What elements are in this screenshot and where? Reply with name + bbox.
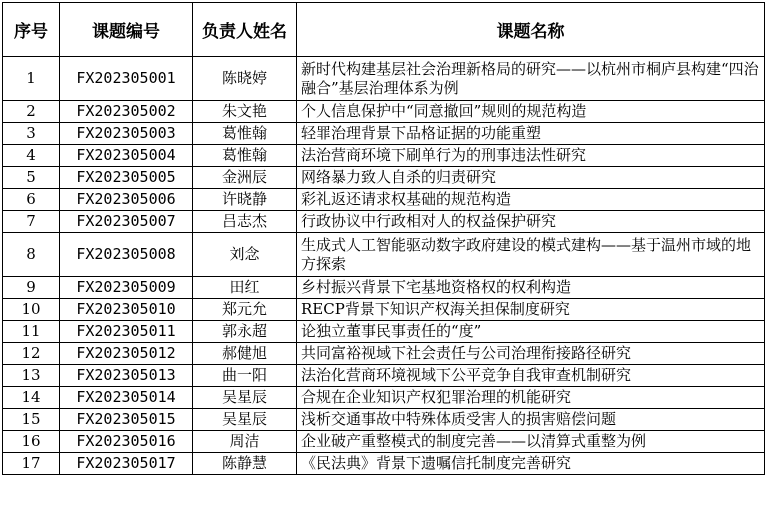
row-code: FX202305016 bbox=[60, 431, 193, 453]
table-row bbox=[3, 431, 765, 453]
row-code: FX202305012 bbox=[60, 343, 193, 365]
table-row bbox=[3, 211, 765, 233]
row-code: FX202305003 bbox=[60, 123, 193, 145]
row-code: FX202305015 bbox=[60, 409, 193, 431]
row-title: 网络暴力致人自杀的归责研究 bbox=[297, 167, 765, 189]
row-title: 论独立董事民事责任的“度” bbox=[297, 321, 765, 343]
row-seq: 16 bbox=[3, 431, 60, 453]
row-leader: 陈静慧 bbox=[193, 453, 297, 475]
row-seq: 13 bbox=[3, 365, 60, 387]
row-seq: 8 bbox=[3, 233, 60, 277]
row-code: FX202305017 bbox=[60, 453, 193, 475]
row-leader: 吴星辰 bbox=[193, 387, 297, 409]
row-leader: 陈晓婷 bbox=[193, 57, 297, 101]
row-leader: 郝健旭 bbox=[193, 343, 297, 365]
row-leader: 吕志杰 bbox=[193, 211, 297, 233]
row-title: 个人信息保护中“同意撤回”规则的规范构造 bbox=[297, 101, 765, 123]
row-seq: 2 bbox=[3, 101, 60, 123]
table-row bbox=[3, 189, 765, 211]
row-leader: 田红 bbox=[193, 277, 297, 299]
row-title: 《民法典》背景下遗嘱信托制度完善研究 bbox=[297, 453, 765, 475]
row-seq: 17 bbox=[3, 453, 60, 475]
row-title: 法治营商环境下刷单行为的刑事违法性研究 bbox=[297, 145, 765, 167]
row-seq: 10 bbox=[3, 299, 60, 321]
table-row bbox=[3, 233, 765, 277]
row-title: RECP背景下知识产权海关担保制度研究 bbox=[297, 299, 765, 321]
header-code: 课题编号 bbox=[60, 3, 193, 57]
row-code: FX202305014 bbox=[60, 387, 193, 409]
row-title: 行政协议中行政相对人的权益保护研究 bbox=[297, 211, 765, 233]
project-table bbox=[2, 2, 765, 475]
row-leader: 吴星辰 bbox=[193, 409, 297, 431]
table-row bbox=[3, 387, 765, 409]
row-code: FX202305010 bbox=[60, 299, 193, 321]
table-row bbox=[3, 123, 765, 145]
row-seq: 1 bbox=[3, 57, 60, 101]
row-title: 法治化营商环境视域下公平竞争自我审查机制研究 bbox=[297, 365, 765, 387]
table-row bbox=[3, 57, 765, 101]
table-row bbox=[3, 321, 765, 343]
table-row bbox=[3, 277, 765, 299]
table-row bbox=[3, 409, 765, 431]
row-leader: 郑元允 bbox=[193, 299, 297, 321]
row-leader: 刘念 bbox=[193, 233, 297, 277]
row-code: FX202305009 bbox=[60, 277, 193, 299]
row-leader: 许晓静 bbox=[193, 189, 297, 211]
header-seq: 序号 bbox=[3, 3, 60, 57]
table-row bbox=[3, 101, 765, 123]
row-code: FX202305001 bbox=[60, 57, 193, 101]
row-leader: 郭永超 bbox=[193, 321, 297, 343]
table-row bbox=[3, 453, 765, 475]
row-title: 轻罪治理背景下品格证据的功能重塑 bbox=[297, 123, 765, 145]
header-row bbox=[3, 3, 765, 57]
row-leader: 周洁 bbox=[193, 431, 297, 453]
row-code: FX202305006 bbox=[60, 189, 193, 211]
row-leader: 曲一阳 bbox=[193, 365, 297, 387]
table-row bbox=[3, 365, 765, 387]
row-title: 共同富裕视域下社会责任与公司治理衔接路径研究 bbox=[297, 343, 765, 365]
row-code: FX202305007 bbox=[60, 211, 193, 233]
row-seq: 6 bbox=[3, 189, 60, 211]
row-seq: 3 bbox=[3, 123, 60, 145]
row-seq: 12 bbox=[3, 343, 60, 365]
row-seq: 11 bbox=[3, 321, 60, 343]
table-row bbox=[3, 343, 765, 365]
row-code: FX202305004 bbox=[60, 145, 193, 167]
row-leader: 金洲辰 bbox=[193, 167, 297, 189]
row-code: FX202305013 bbox=[60, 365, 193, 387]
row-title: 乡村振兴背景下宅基地资格权的权利构造 bbox=[297, 277, 765, 299]
header-leader: 负责人姓名 bbox=[193, 3, 297, 57]
row-seq: 5 bbox=[3, 167, 60, 189]
row-seq: 7 bbox=[3, 211, 60, 233]
row-seq: 15 bbox=[3, 409, 60, 431]
row-seq: 9 bbox=[3, 277, 60, 299]
row-title: 合规在企业知识产权犯罪治理的机能研究 bbox=[297, 387, 765, 409]
header-title: 课题名称 bbox=[297, 3, 765, 57]
row-code: FX202305002 bbox=[60, 101, 193, 123]
row-title: 生成式人工智能驱动数字政府建设的模式建构——基于温州市域的地方探索 bbox=[297, 233, 765, 277]
row-title: 彩礼返还请求权基础的规范构造 bbox=[297, 189, 765, 211]
project-list bbox=[2, 2, 765, 475]
row-leader: 朱文艳 bbox=[193, 101, 297, 123]
row-seq: 4 bbox=[3, 145, 60, 167]
row-code: FX202305008 bbox=[60, 233, 193, 277]
row-code: FX202305005 bbox=[60, 167, 193, 189]
table-row bbox=[3, 145, 765, 167]
row-leader: 葛惟翰 bbox=[193, 123, 297, 145]
table-row bbox=[3, 299, 765, 321]
row-title: 浅析交通事故中特殊体质受害人的损害赔偿问题 bbox=[297, 409, 765, 431]
table-row bbox=[3, 167, 765, 189]
row-leader: 葛惟翰 bbox=[193, 145, 297, 167]
row-title: 新时代构建基层社会治理新格局的研究——以杭州市桐庐县构建“四治融合”基层治理体系为例 bbox=[297, 57, 765, 101]
row-title: 企业破产重整模式的制度完善——以清算式重整为例 bbox=[297, 431, 765, 453]
row-code: FX202305011 bbox=[60, 321, 193, 343]
row-seq: 14 bbox=[3, 387, 60, 409]
